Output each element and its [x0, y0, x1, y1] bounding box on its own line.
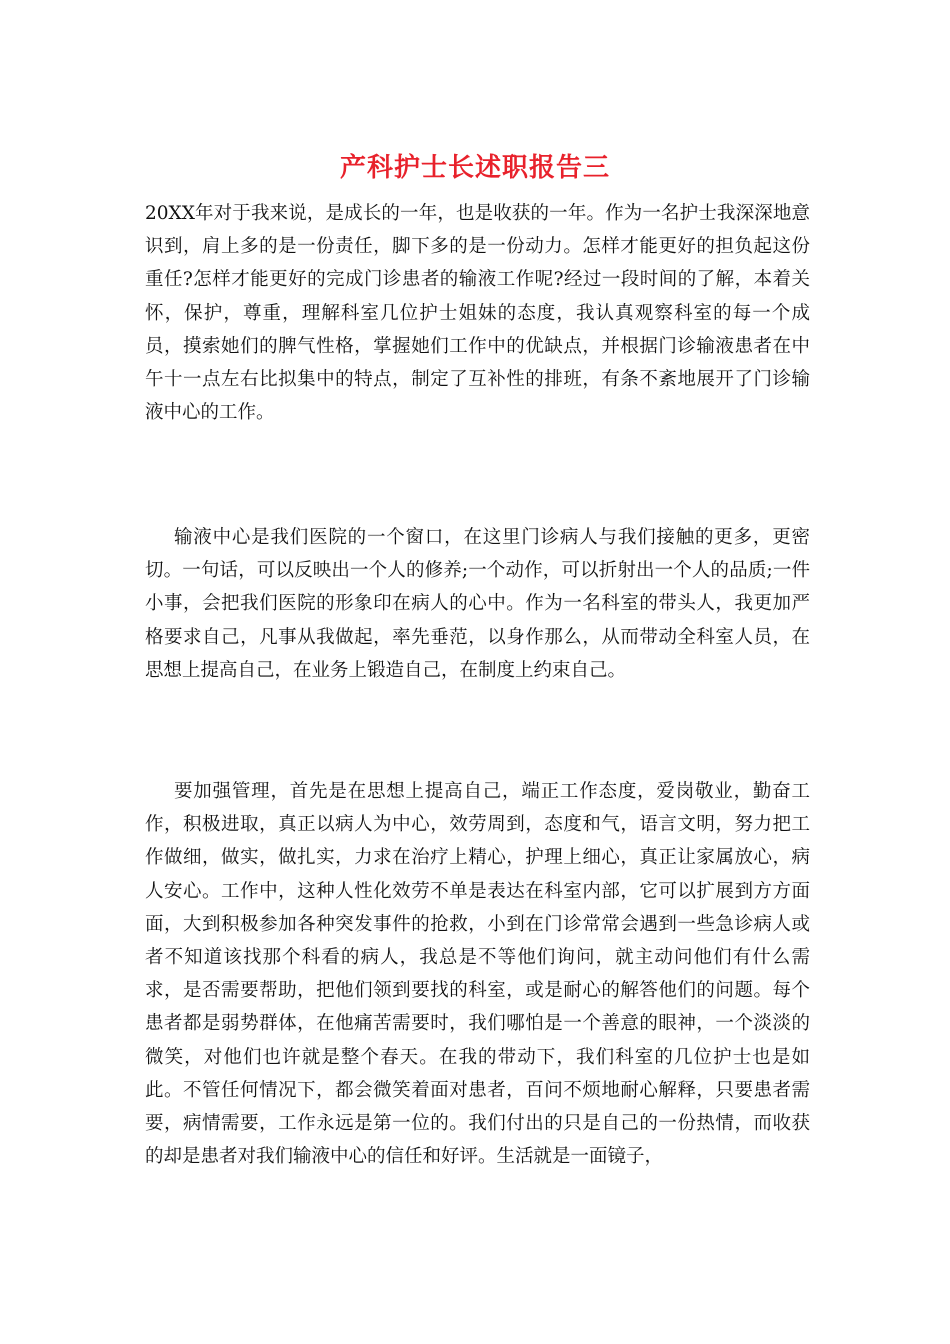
paragraph-3: 要加强管理，首先是在思想上提高自己，端正工作态度，爱岗敬业，勤奋工作，积极进取，真正以病人为中心，效劳周到，态度和气，语言文明，努力把工作做细，做实，做扎实，力求在治疗上精心，护理上细心，真正让家属放心，病人安心。工作中，这种人性化效劳不单是表达在科室内部，它可以扩展到方方面面，大到积极参加各种突发事件的抢救，小到在门诊常常会遇到一些急诊病人或者不知道该找那个科看的病人，我总是不等他们询问，就主动问他们有什么需求，是否需要帮助，把他们领到要找的科室，或是耐心的解答他们的问题。每个患者都是弱势群体，在他痛苦需要时，我们哪怕是一个善意的眼神，一个淡淡的微笑，对他们也许就是整个春天。在我的带动下，我们科室的几位护士也是如此。不管任何情况下，都会微笑着面对患者，百问不烦地耐心解释，只要患者需要，病情需要，工作永远是第一位的。我们付出的只是自己的一份热情，而收获的却是患者对我们输液中心的信任和好评。生活就是一面镜子，	[145, 781, 810, 1168]
paragraph-1: 20XX年对于我来说，是成长的一年，也是收获的一年。作为一名护士我深深地意识到，肩上多的是一份责任，脚下多的是一份动力。怎样才能更好的担负起这份重任?怎样才能更好的完成门诊患者的输液工作呢?经过一段时间的了解，本着关怀，保护，尊重，理解科室几位护士姐妹的态度，我认真观察科室的每一个成员，摸索她们的脾气性格，掌握她们工作中的优缺点，并根据门诊输液患者在中午十一点左右比拟集中的特点，制定了互补性的排班，有条不紊地展开了门诊输液中心的工作。	[145, 203, 810, 424]
document-title: 产科护士长述职报告三	[339, 153, 610, 183]
paragraph-2: 输液中心是我们医院的一个窗口，在这里门诊病人与我们接触的更多，更密切。一句话，可以反映出一个人的修养;一个动作，可以折射出一个人的品质;一件小事，会把我们医院的形象印在病人的心中。作为一名科室的带头人，我更加严格要求自己，凡事从我做起，率先垂范，以身作那么，从而带动全科室人员，在思想上提高自己，在业务上锻造自己，在制度上约束自己。	[145, 527, 810, 681]
